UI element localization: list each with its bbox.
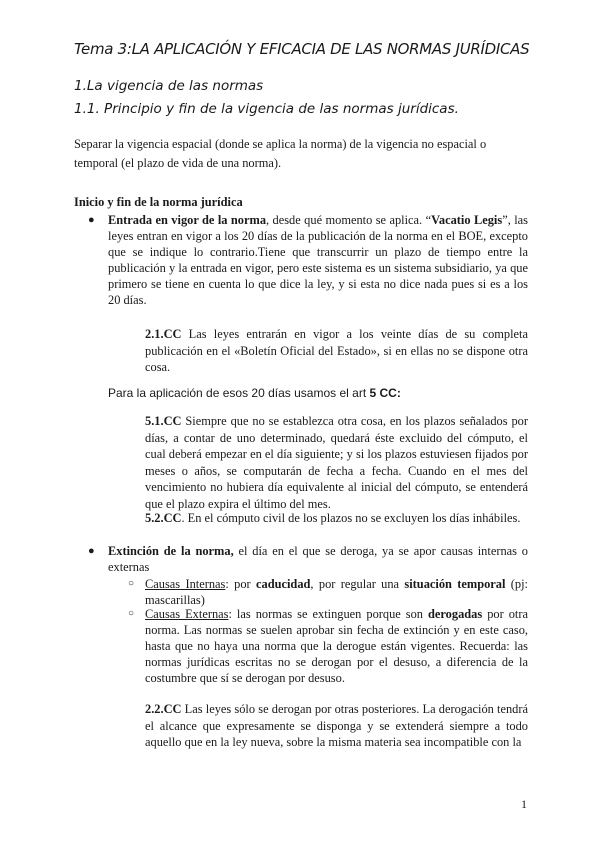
article-ref: 2.2.CC <box>145 702 182 716</box>
circle-bullet-icon: ○ <box>128 578 135 589</box>
article-ref: 5.1.CC <box>145 414 182 428</box>
quote-article-2-2 <box>145 701 528 751</box>
entrada-vigor-lead: Entrada en vigor de la norma <box>108 213 267 227</box>
caducidad: caducidad <box>256 577 311 591</box>
causas-externas-label: Causas Externas <box>145 607 229 621</box>
page-number: 1 <box>521 797 527 811</box>
circle-bullet-icon: ○ <box>128 608 135 619</box>
section-title: Inicio y fin de la norma jurídica <box>74 195 243 209</box>
bullet-icon: ● <box>88 214 95 226</box>
article-text: Las leyes sólo se derogan por otras posteriores. La derogación tendrá el alcance que expresamente se disponga y se extenderá siempre a todo aquello que en la ley nueva, sobre la misma materia sea incompatible con la <box>145 702 528 749</box>
middle-paragraph <box>108 386 401 400</box>
middle-ref: 5 CC: <box>369 386 401 400</box>
middle-text: Para la aplicación de esos 20 días usamos el art <box>108 386 370 400</box>
article-text: . En el cómputo civil de los plazos no se excluyen los días inhábiles. <box>181 511 521 525</box>
sub-item-causas-internas <box>128 576 528 608</box>
heading-vigencia: 1.La vigencia de las normas <box>74 78 264 94</box>
article-ref: 5.2.CC <box>145 511 182 525</box>
causas-internas-text-c: (pj: mascarillas) <box>145 577 528 607</box>
quote-article-2-1 <box>145 326 528 376</box>
intro-paragraph: Separar la vigencia espacial (donde se aplica la norma) de la vigencia no espacial o temporal (el plazo de vida de una norma). <box>74 137 487 170</box>
causas-externas-text-b: por otra norma. Las normas se suelen aprobar sin fecha de extinción y en este caso, hasta que no haya una norma que la derogue están vigentes. Recuerda: las normas jurídicas escritas no se derogan por el desuso, a diferencia de la costumbre que sí se derogan por desuso. <box>145 607 528 685</box>
article-ref: 2.1.CC <box>145 327 182 341</box>
derogadas: derogadas <box>428 607 483 621</box>
quote-article-5-1 <box>145 413 528 512</box>
article-text: Siempre que no se establezca otra cosa, en los plazos señalados por días, a contar de uno determinado, quedará éste excluido del cómputo, el cual deberá empezar en el día siguiente; y si los plazos estuviesen fijados por meses o años, se computarán de fecha a fecha. Cuando en el mes del vencimiento no hubiera día equivalente al inicial del cómputo, se entenderá que el plazo expira el último del mes. <box>145 414 528 511</box>
causas-internas-text-b: , por regular una <box>310 577 405 591</box>
article-text: Las leyes entrarán en vigor a los veinte días de su completa publicación en el «Boletín Oficial del Estado», si en ellas no se dispone otra cosa. <box>145 327 528 374</box>
causas-internas-text-a: : por <box>225 577 257 591</box>
situacion-temporal: situación temporal <box>404 577 506 591</box>
entrada-vigor-text-b: ”, las leyes entran en vigor a los 20 días de la publicación de la norma en el BOE, excepto que se indique lo contrario.Tiene que transcurrir un plazo de tiempo entre la publicación y la entrada en vigor, pero este sistema es un sistema subsidiario, ya que primero se tiene en cuenta lo que dice la ley, y si esta no dice nada pues si es a los 20 días. <box>108 213 528 307</box>
causas-internas-label: Causas Internas <box>145 577 226 591</box>
extincion-lead: Extinción de la norma, <box>108 544 234 558</box>
quote-article-5-2 <box>145 510 528 527</box>
list-item-extincion <box>88 543 528 575</box>
causas-externas-text-a: : las normas se extinguen porque son <box>228 607 429 621</box>
list-item-entrada-vigor <box>88 212 528 308</box>
extincion-text: el día en el que se deroga, ya se apor causas internas o externas <box>108 544 528 574</box>
page-title: Tema 3:LA APLICACIÓN Y EFICACIA DE LAS NORMAS JURÍDICAS <box>74 40 530 58</box>
vacatio-legis: Vacatio Legis <box>431 213 503 227</box>
sub-item-causas-externas <box>128 606 528 686</box>
heading-principio-fin: 1.1. Principio y fin de la vigencia de las normas jurídicas. <box>74 101 459 117</box>
entrada-vigor-text-a: , desde qué momento se aplica. “ <box>266 213 432 227</box>
bullet-icon: ● <box>88 545 95 557</box>
